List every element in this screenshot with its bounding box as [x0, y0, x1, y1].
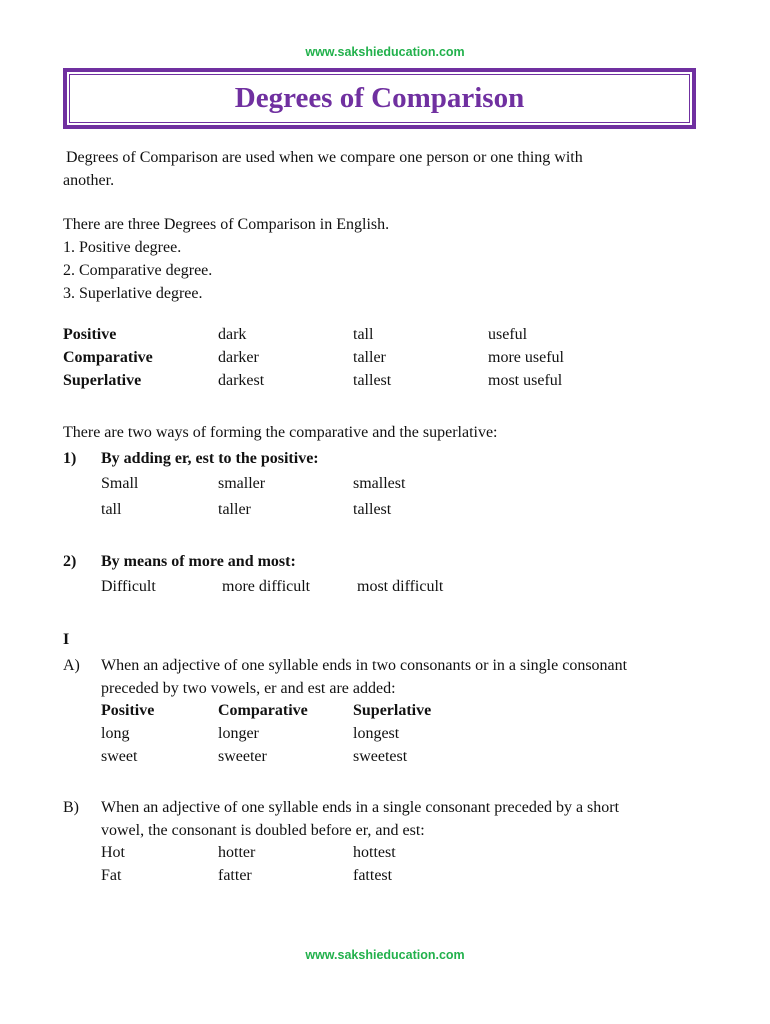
- rule-a-line-2: preceded by two vowels, er and est are added:: [101, 680, 396, 697]
- degree-table-cell: tallest: [353, 372, 392, 389]
- degree-table-cell: tall: [353, 326, 374, 343]
- rule-a-header: Positive: [101, 702, 155, 719]
- degree-table-cell: dark: [218, 326, 247, 343]
- rule-a-header: Comparative: [218, 702, 308, 719]
- degree-item: 2. Comparative degree.: [63, 262, 213, 279]
- rule-b-letter: B): [63, 799, 79, 816]
- intro-line-2: another.: [63, 172, 115, 189]
- degree-table-cell: most useful: [488, 372, 563, 389]
- example-cell: tall: [101, 501, 122, 518]
- degree-item: 3. Superlative degree.: [63, 285, 203, 302]
- way-2-number: 2): [63, 553, 77, 570]
- rule-a-header: Superlative: [353, 702, 432, 719]
- example-cell: Fat: [101, 867, 122, 884]
- way-1-title: By adding er, est to the positive:: [101, 450, 319, 467]
- example-cell: taller: [218, 501, 251, 518]
- example-cell: sweeter: [218, 748, 267, 765]
- example-cell: smaller: [218, 475, 266, 492]
- example-cell: longer: [218, 725, 259, 742]
- example-cell: longest: [353, 725, 400, 742]
- two-ways-heading: There are two ways of forming the comparative and the superlative:: [63, 424, 498, 441]
- degree-table-cell: useful: [488, 326, 528, 343]
- example-cell: more difficult: [222, 578, 311, 595]
- example-cell: fattest: [353, 867, 393, 884]
- way-1-number: 1): [63, 450, 77, 467]
- title-box: [63, 68, 696, 129]
- example-cell: Difficult: [101, 578, 156, 595]
- example-cell: Small: [101, 475, 139, 492]
- example-cell: fatter: [218, 867, 252, 884]
- degree-table-cell: taller: [353, 349, 386, 366]
- degree-table-cell: darkest: [218, 372, 265, 389]
- page-title: Degrees of Comparison: [234, 82, 525, 114]
- rule-b-line-2: vowel, the consonant is doubled before er, and est:: [101, 822, 425, 839]
- example-cell: Hot: [101, 844, 125, 861]
- degree-table-label: Comparative: [63, 349, 153, 366]
- rule-b-line-1: When an adjective of one syllable ends in a single consonant preceded by a short: [101, 799, 620, 816]
- degree-item: 1. Positive degree.: [63, 239, 182, 256]
- example-cell: tallest: [353, 501, 392, 518]
- degree-table-label: Superlative: [63, 372, 142, 389]
- example-cell: sweetest: [353, 748, 408, 765]
- three-degrees-heading: There are three Degrees of Comparison in English.: [63, 216, 390, 233]
- example-cell: most difficult: [357, 578, 444, 595]
- degree-table-label: Positive: [63, 326, 117, 343]
- footer-site-url: www.sakshieducation.com: [305, 948, 465, 962]
- header-site-url: www.sakshieducation.com: [305, 45, 465, 59]
- example-cell: hotter: [218, 844, 256, 861]
- example-cell: sweet: [101, 748, 138, 765]
- example-cell: smallest: [353, 475, 406, 492]
- degree-table-cell: more useful: [488, 349, 564, 366]
- way-2-title: By means of more and most:: [101, 553, 296, 570]
- rule-a-letter: A): [63, 657, 80, 674]
- intro-line-1: Degrees of Comparison are used when we compare one person or one thing with: [66, 149, 583, 166]
- rule-a-line-1: When an adjective of one syllable ends in two consonants or in a single consonant: [101, 657, 628, 674]
- example-cell: long: [101, 725, 130, 742]
- degree-table-cell: darker: [218, 349, 259, 366]
- section-marker: I: [63, 631, 70, 648]
- example-cell: hottest: [353, 844, 396, 861]
- title-inner-border: [69, 74, 690, 123]
